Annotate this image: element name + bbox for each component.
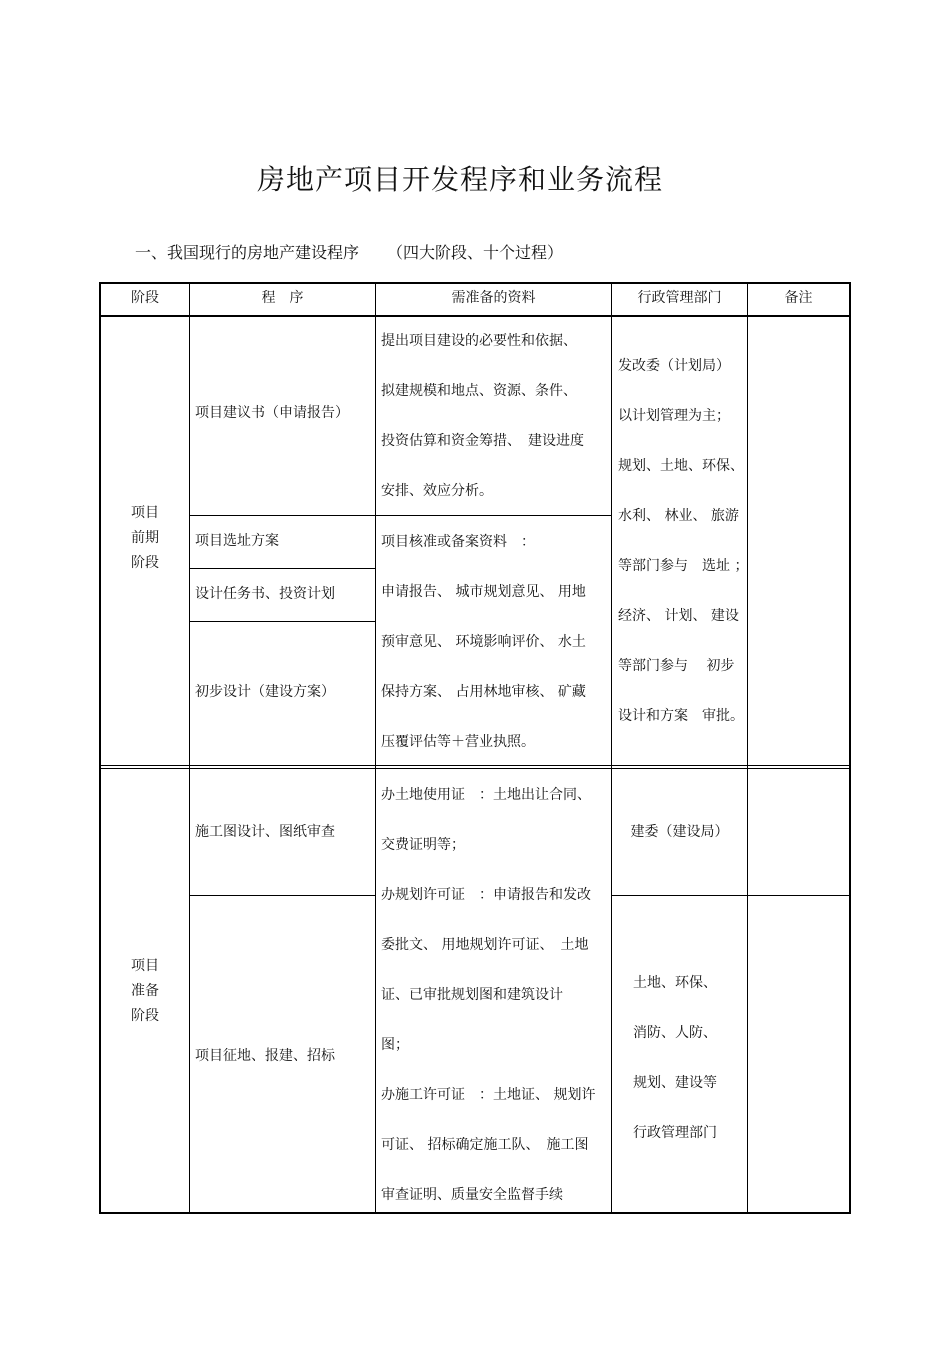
materials-line: 交费证明等； — [381, 837, 465, 853]
materials-line: 项目核准或备案资料 ： — [381, 534, 535, 550]
row-divider — [612, 895, 849, 896]
page-title: 房地产项目开发程序和业务流程 — [256, 163, 663, 196]
stage-name-line: 项目 — [131, 958, 159, 974]
materials-line: 审查证明、质量安全监督手续 — [381, 1187, 563, 1203]
dept-line: 土地、环保、 — [633, 975, 717, 991]
dept-block — [618, 341, 748, 741]
dept-line: 发改委（计划局） — [618, 358, 730, 374]
col-divider — [375, 284, 376, 1212]
header-procedure: 程 序 — [261, 290, 304, 306]
materials-line: 投资估算和资金筹措、 建设进度 — [381, 433, 584, 449]
materials-line: 保持方案、 占用林地审核、 矿藏 — [381, 684, 586, 700]
header-materials: 需准备的资料 — [451, 290, 536, 306]
procedure-table — [99, 282, 851, 1214]
stage-name-line: 阶段 — [131, 1008, 159, 1024]
materials-line: 申请报告、 城市规划意见、 用地 — [381, 584, 586, 600]
dept-line: 等部门参与 选址 ； — [618, 558, 749, 574]
dept-line: 行政管理部门 — [633, 1125, 717, 1141]
procedure-item: 项目选址方案 — [195, 533, 279, 549]
row-divider — [190, 568, 375, 569]
section-heading-note: （四大阶段、十个过程） — [387, 243, 564, 262]
dept-line: 规划、建设等 — [633, 1075, 717, 1091]
stage-name-line: 阶段 — [131, 555, 159, 571]
dept-block — [633, 958, 717, 1158]
materials-block — [381, 316, 584, 516]
materials-line: 拟建规模和地点、资源、条件、 — [381, 383, 577, 399]
materials-line: 压覆评估等＋营业执照。 — [381, 734, 535, 750]
materials-block — [381, 770, 595, 1220]
materials-line: 可证、 招标确定施工队、 施工图 — [381, 1137, 589, 1153]
header-dept: 行政管理部门 — [637, 290, 722, 306]
dept-line: 消防、人防、 — [633, 1025, 717, 1041]
procedure-item: 初步设计（建设方案） — [195, 684, 335, 700]
stage-name — [101, 954, 189, 1029]
materials-line: 委批文、 用地规划许可证、 土地 — [381, 937, 589, 953]
procedure-item: 设计任务书、投资计划 — [195, 586, 335, 602]
header-stage: 阶段 — [131, 290, 159, 306]
materials-line: 预审意见、 环境影响评价、 水土 — [381, 634, 586, 650]
col-divider — [611, 284, 612, 1212]
dept-item: 建委（建设局） — [630, 824, 729, 840]
stage-name-line: 前期 — [131, 530, 159, 546]
dept-line: 经济、 计划、 建设 — [618, 608, 739, 624]
materials-line: 办施工许可证 ：土地证、 规划许 — [381, 1087, 596, 1103]
dept-line: 以计划管理为主； — [618, 408, 730, 424]
procedure-item: 项目建议书（申请报告） — [195, 405, 349, 421]
materials-line: 办规划许可证 ：申请报告和发改 — [381, 887, 591, 903]
stage-name — [101, 501, 189, 576]
materials-line: 证、已审批规划图和建筑设计 — [381, 987, 563, 1003]
dept-line: 规划、土地、环保、 — [618, 458, 744, 474]
row-divider — [190, 895, 375, 896]
materials-line: 安排、效应分析。 — [381, 483, 493, 499]
dept-line: 设计和方案 审批。 — [618, 708, 744, 724]
dept-line: 水利、 林业、 旅游 — [618, 508, 739, 524]
section-heading — [135, 240, 563, 263]
section-heading-text: 一、我国现行的房地产建设程序 — [135, 243, 360, 262]
materials-line: 图； — [381, 1037, 409, 1053]
procedure-item: 施工图设计、图纸审查 — [195, 824, 335, 840]
materials-line: 提出项目建设的必要性和依据、 — [381, 333, 577, 349]
header-remark: 备注 — [784, 290, 813, 306]
materials-block — [381, 517, 586, 767]
dept-line: 等部门参与 初步 — [618, 658, 735, 674]
materials-line: 办土地使用证 ：土地出让合同、 — [381, 787, 591, 803]
stage-name-line: 准备 — [131, 983, 159, 999]
stage-name-line: 项目 — [131, 505, 159, 521]
col-divider — [189, 284, 190, 1212]
stage-divider — [101, 768, 849, 769]
row-divider — [190, 621, 375, 622]
procedure-item: 项目征地、报建、招标 — [195, 1048, 335, 1064]
